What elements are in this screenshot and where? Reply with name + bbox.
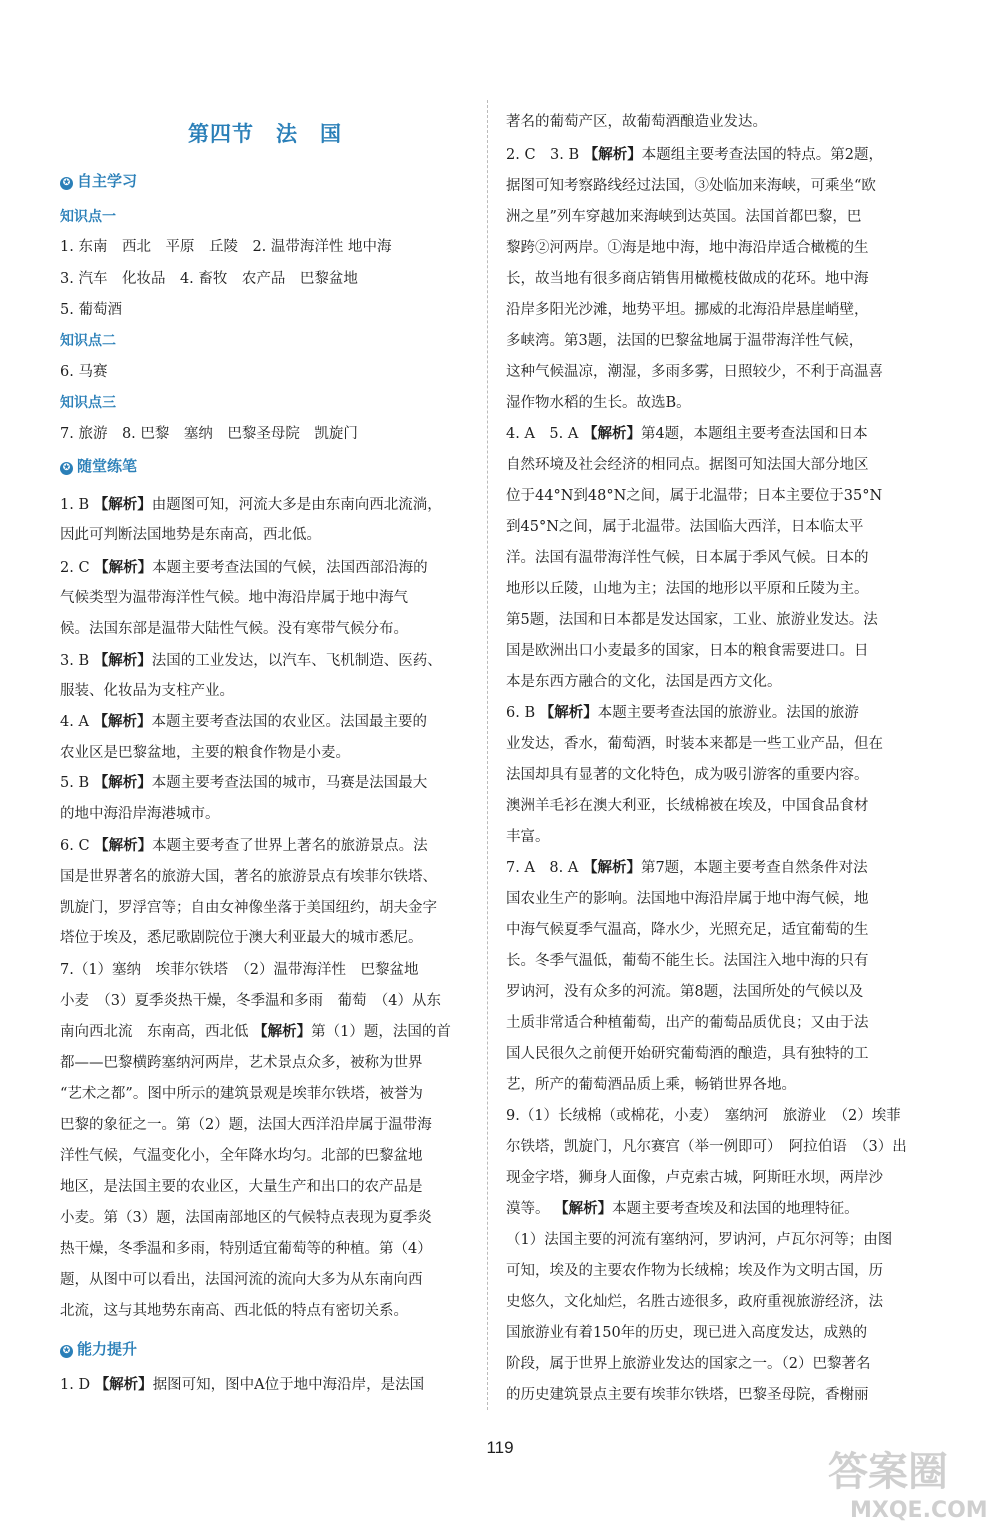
knowledge-point-1: 知识点一 xyxy=(60,209,116,225)
left-text-line: 1. B 【解析】由题图可知，河流大多是由东南向西北流淌， xyxy=(60,497,442,513)
right-text-line: 丰富。 xyxy=(506,829,550,845)
right-text-line: 黎跨②河两岸。①海是地中海，地中海沿岸适合橄榄的生 xyxy=(506,240,869,256)
right-text-line: 澳洲羊毛衫在澳大利亚，长绒棉被在埃及，中国食品食材 xyxy=(506,798,869,814)
section-heading-self-study: ✪ 自主学习 xyxy=(60,170,137,191)
left-text-line: 国是世界著名的旅游大国，著名的旅游景点有埃菲尔铁塔、 xyxy=(60,869,437,885)
right-text-line: 到45°N之间，属于北温带。法国临大西洋，日本临太平 xyxy=(506,519,864,535)
right-text-line: 自然环境及社会经济的相同点。据图可知法国大部分地区 xyxy=(506,457,869,473)
left-text-line: 7.（1）塞纳 埃菲尔铁塔 （2）温带海洋性 巴黎盆地 xyxy=(60,962,419,978)
left-text-line: 气候类型为温带海洋性气候。地中海沿岸属于地中海气 xyxy=(60,590,408,606)
left-text-line: 7. 旅游 8. 巴黎 塞纳 巴黎圣母院 凯旋门 xyxy=(60,426,358,442)
left-text-line: 因此可判断法国地势是东南高，西北低。 xyxy=(60,527,321,543)
analysis-tag: 【解析】 xyxy=(93,497,152,513)
right-text-line: 本是东西方融合的文化，法国是西方文化。 xyxy=(506,674,782,690)
analysis-tag: 【解析】 xyxy=(582,860,641,876)
right-text-line: 可知，埃及的主要农作物为长绒棉；埃及作为文明古国，历 xyxy=(506,1263,883,1279)
star-icon: ✪ xyxy=(60,177,73,190)
right-text-line: 9.（1）长绒棉（或棉花，小麦） 塞纳河 旅游业 （2）埃菲 xyxy=(506,1108,901,1124)
section-heading-practice: ✪ 随堂练笔 xyxy=(60,455,137,476)
knowledge-point-2: 知识点二 xyxy=(60,333,116,349)
column-divider xyxy=(487,100,488,1410)
right-text-line: 漠等。 【解析】本题主要考查埃及和法国的地理特征。 xyxy=(506,1201,859,1217)
left-text-line: 服装、化妆品为支柱产业。 xyxy=(60,683,234,699)
right-text-line: 国是欧洲出口小麦最多的国家，日本的粮食需要进口。日 xyxy=(506,643,869,659)
right-text-line: 4. A 5. A 【解析】第4题，本题组主要考查法国和日本 xyxy=(506,426,868,442)
left-text-line: 3. B 【解析】法国的工业发达，以汽车、飞机制造、医药、 xyxy=(60,653,442,669)
right-text-line: 洋。法国有温带海洋性气候，日本属于季风气候。日本的 xyxy=(506,550,869,566)
right-text-line: 据图可知考察路线经过法国，③处临加来海峡，可乘坐“欧 xyxy=(506,178,876,194)
analysis-tag: 【解析】 xyxy=(539,705,598,721)
left-text-line: 热干燥，冬季温和多雨，特别适宜葡萄等的种植。第（4） xyxy=(60,1241,432,1257)
section-heading-improve: ✪ 能力提升 xyxy=(60,1338,137,1359)
left-text-line: 小麦 （3）夏季炎热干燥，冬季温和多雨 葡萄 （4）从东 xyxy=(60,993,441,1009)
star-icon: ✪ xyxy=(60,462,73,475)
right-text-line: 湿作物水稻的生长。故选B。 xyxy=(506,395,691,411)
right-text-line: 中海气候夏季气温高，降水少，光照充足，适宜葡萄的生 xyxy=(506,922,869,938)
left-text-line: 小麦。第（3）题，法国南部地区的气候特点表现为夏季炎 xyxy=(60,1210,432,1226)
right-text-line: 国农业生产的影响。法国地中海沿岸属于地中海气候，地 xyxy=(506,891,869,907)
left-text-line: 洋性气候，气温变化小，全年降水均匀。北部的巴黎盆地 xyxy=(60,1148,423,1164)
analysis-tag: 【解析】 xyxy=(93,714,152,730)
left-text-line: 凯旋门，罗浮宫等；自由女神像坐落于美国纽约，胡夫金字 xyxy=(60,900,437,916)
right-text-line: 7. A 8. A 【解析】第7题，本题主要考查自然条件对法 xyxy=(506,860,868,876)
left-text-line: 1. D 【解析】据图可知，图中A位于地中海沿岸，是法国 xyxy=(60,1377,425,1393)
right-text-line: 位于44°N到48°N之间，属于北温带；日本主要位于35°N xyxy=(506,488,883,504)
right-text-line: 多峡湾。第3题，法国的巴黎盆地属于温带海洋性气候， xyxy=(506,333,864,349)
right-text-line: 土质非常适合种植葡萄，出产的葡萄品质优良；又由于法 xyxy=(506,1015,869,1031)
left-text-line: 1. 东南 西北 平原 丘陵 2. 温带海洋性 地中海 xyxy=(60,239,392,255)
right-text-line: 罗讷河，没有众多的河流。第8题，法国所处的气候以及 xyxy=(506,984,864,1000)
left-text-line: 的地中海沿岸海港城市。 xyxy=(60,806,220,822)
left-text-line: 塔位于埃及，悉尼歌剧院位于澳大利亚最大的城市悉尼。 xyxy=(60,930,423,946)
right-text-line: 国旅游业有着150年的历史，现已进入高度发达，成熟的 xyxy=(506,1325,868,1341)
watermark-logo: 答案圈 MXQE.COM xyxy=(828,1449,988,1523)
right-text-line: 阶段，属于世界上旅游业发达的国家之一。（2）巴黎著名 xyxy=(506,1356,871,1372)
analysis-tag: 【解析】 xyxy=(93,653,152,669)
left-text-line: 题，从图中可以看出，法国河流的流向大多为从东南向西 xyxy=(60,1272,423,1288)
analysis-tag: 【解析】 xyxy=(94,838,153,854)
analysis-tag: 【解析】 xyxy=(253,1024,312,1040)
left-text-line: 候。法国东部是温带大陆性气候。没有寒带气候分布。 xyxy=(60,621,408,637)
knowledge-point-3: 知识点三 xyxy=(60,395,116,411)
analysis-tag: 【解析】 xyxy=(554,1201,613,1217)
analysis-tag: 【解析】 xyxy=(94,1377,153,1393)
right-text-line: 这种气候温凉，潮湿，多雨多雾，日照较少，不利于高温喜 xyxy=(506,364,883,380)
left-text-line: 3. 汽车 化妆品 4. 畜牧 农产品 巴黎盆地 xyxy=(60,271,358,287)
left-text-line: 巴黎的象征之一。第（2）题，法国大西洋沿岸属于温带海 xyxy=(60,1117,432,1133)
right-text-line: 业发达，香水，葡萄酒，时装本来都是一些工业产品，但在 xyxy=(506,736,883,752)
left-text-line: 6. 马赛 xyxy=(60,364,108,380)
right-text-line: 史悠久，文化灿烂，名胜古迹很多，政府重视旅游经济，法 xyxy=(506,1294,883,1310)
left-text-line: 地区，是法国主要的农业区，大量生产和出口的农产品是 xyxy=(60,1179,423,1195)
right-text-line: 6. B 【解析】本题主要考查法国的旅游业。法国的旅游 xyxy=(506,705,859,721)
right-text-line: 著名的葡萄产区，故葡萄酒酿造业发达。 xyxy=(506,114,767,130)
right-text-line: 第5题，法国和日本都是发达国家，工业、旅游业发达。法 xyxy=(506,612,878,628)
left-text-line: 农业区是巴黎盆地，主要的粮食作物是小麦。 xyxy=(60,745,350,761)
analysis-tag: 【解析】 xyxy=(93,775,152,791)
right-text-line: 现金字塔，狮身人面像，卢克索古城，阿斯旺水坝，两岸沙 xyxy=(506,1170,883,1186)
right-text-line: （1）法国主要的河流有塞纳河，罗讷河，卢瓦尔河等；由图 xyxy=(506,1232,893,1248)
page-number: 119 xyxy=(486,1438,514,1457)
right-text-line: 沿岸多阳光沙滩，地势平坦。挪威的北海沿岸悬崖峭壁， xyxy=(506,302,869,318)
left-text-line: 6. C 【解析】本题主要考查了世界上著名的旅游景点。法 xyxy=(60,838,428,854)
left-text-line: 5. B 【解析】本题主要考查法国的城市，马赛是法国最大 xyxy=(60,775,428,791)
right-text-line: 2. C 3. B 【解析】本题组主要考查法国的特点。第2题， xyxy=(506,147,883,163)
right-text-line: 尔铁塔，凯旋门，凡尔赛宫（举一例即可） 阿拉伯语 （3）出 xyxy=(506,1139,907,1155)
right-text-line: 长，故当地有很多商店销售用橄榄枝做成的花环。地中海 xyxy=(506,271,869,287)
right-text-line: 的历史建筑景点主要有埃菲尔铁塔，巴黎圣母院，香榭丽 xyxy=(506,1387,869,1403)
left-text-line: 南向西北流 东南高，西北低 【解析】第（1）题，法国的首 xyxy=(60,1024,451,1040)
right-text-line: 艺，所产的葡萄酒品质上乘，畅销世界各地。 xyxy=(506,1077,796,1093)
right-text-line: 地形以丘陵，山地为主；法国的地形以平原和丘陵为主。 xyxy=(506,581,869,597)
right-text-line: 国人民很久之前便开始研究葡萄酒的酿造，具有独特的工 xyxy=(506,1046,869,1062)
star-icon: ✪ xyxy=(60,1345,73,1358)
analysis-tag: 【解析】 xyxy=(582,426,641,442)
analysis-tag: 【解析】 xyxy=(583,147,642,163)
left-text-line: 都——巴黎横跨塞纳河两岸，艺术景点众多，被称为世界 xyxy=(60,1055,423,1071)
left-text-line: “艺术之都”。图中所示的建筑景观是埃菲尔铁塔，被誉为 xyxy=(60,1086,423,1102)
left-text-line: 北流，这与其地势东南高、西北低的特点有密切关系。 xyxy=(60,1303,408,1319)
left-text-line: 4. A 【解析】本题主要考查法国的农业区。法国最主要的 xyxy=(60,714,428,730)
right-text-line: 洲之星”列车穿越加来海峡到达英国。法国首都巴黎，巴 xyxy=(506,209,862,225)
right-text-line: 法国却具有显著的文化特色，成为吸引游客的重要内容。 xyxy=(506,767,869,783)
left-text-line: 2. C 【解析】本题主要考查法国的气候，法国西部沿海的 xyxy=(60,560,428,576)
left-text-line: 5. 葡萄酒 xyxy=(60,302,122,318)
page-title: 第四节 法 国 xyxy=(188,122,342,146)
right-text-line: 长。冬季气温低，葡萄不能生长。法国注入地中海的只有 xyxy=(506,953,869,969)
analysis-tag: 【解析】 xyxy=(94,560,153,576)
